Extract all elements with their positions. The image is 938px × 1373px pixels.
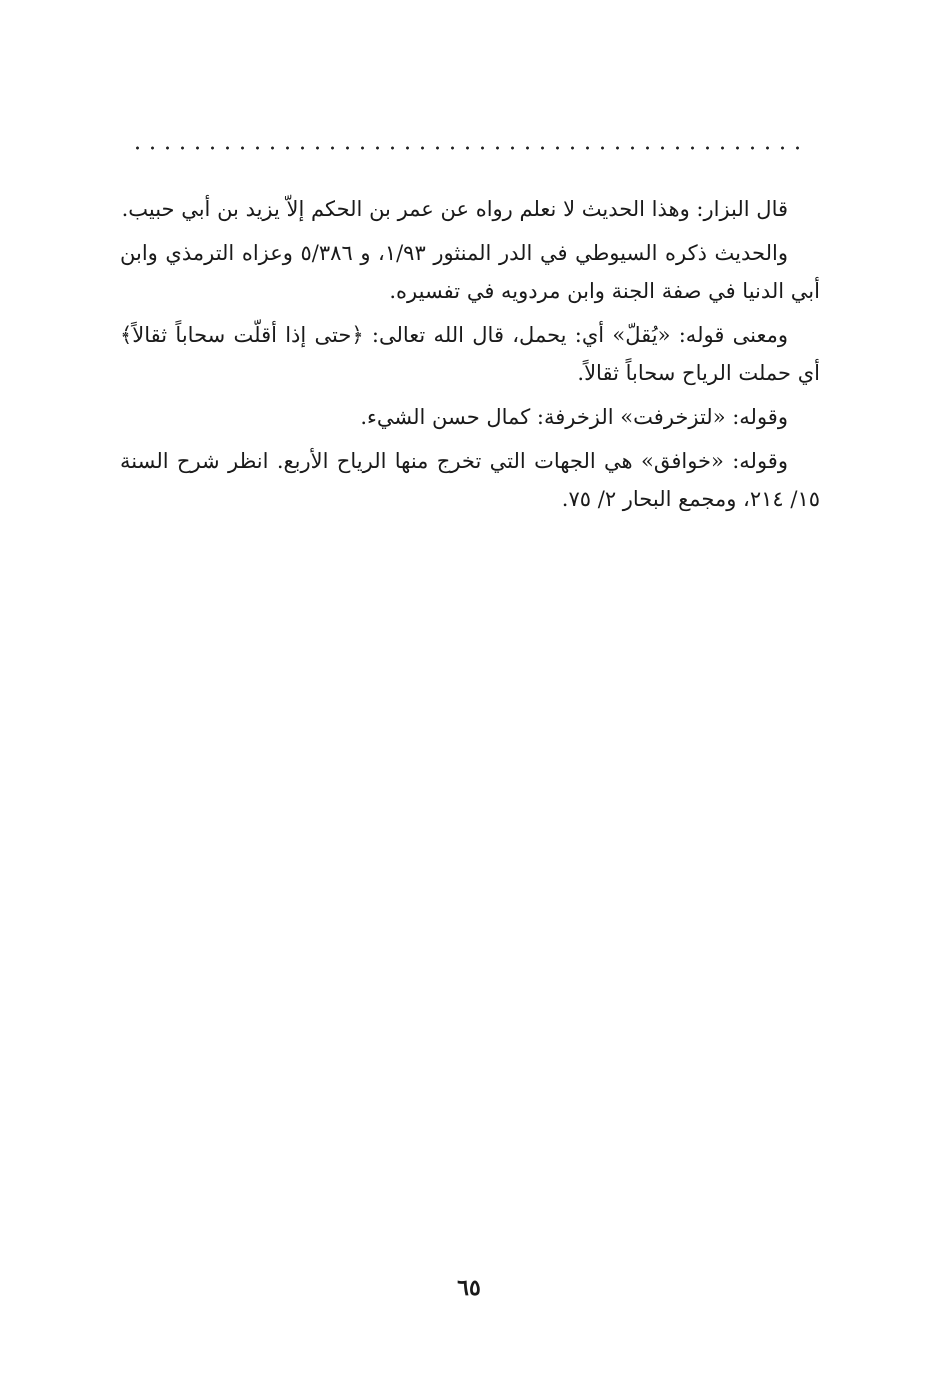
footnotes-block xyxy=(120,190,820,524)
footnote-paragraph: ومعنى قوله: «يُقلّ» أي: يحمل، قال الله تعالى: ﴿حتى إذا أقلّت سحاباً ثقالاً﴾ أي حملت الرياح سحاباً ثقالاً. xyxy=(120,323,820,385)
page-number: ٦٥ xyxy=(457,1275,481,1301)
footnote-paragraph: قال البزار: وهذا الحديث لا نعلم رواه عن عمر بن الحكم إلاّ يزيد بن أبي حبيب. xyxy=(121,197,788,221)
footnote-paragraph: والحديث ذكره السيوطي في الدر المنثور ١/٩٣، و ٥/٣٨٦ وعزاه الترمذي وابن أبي الدنيا في صفة الجنة وابن مردويه في تفسيره. xyxy=(120,241,820,303)
footnote-separator xyxy=(130,146,810,150)
footnote-paragraph: وقوله: «خوافق» هي الجهات التي تخرج منها الرياح الأربع. انظر شرح السنة ١٥/ ٢١٤، ومجمع البحار ٢/ ٧٥. xyxy=(120,449,820,511)
footnote-paragraph: وقوله: «لتزخرفت» الزخرفة: كمال حسن الشيء. xyxy=(360,405,788,429)
